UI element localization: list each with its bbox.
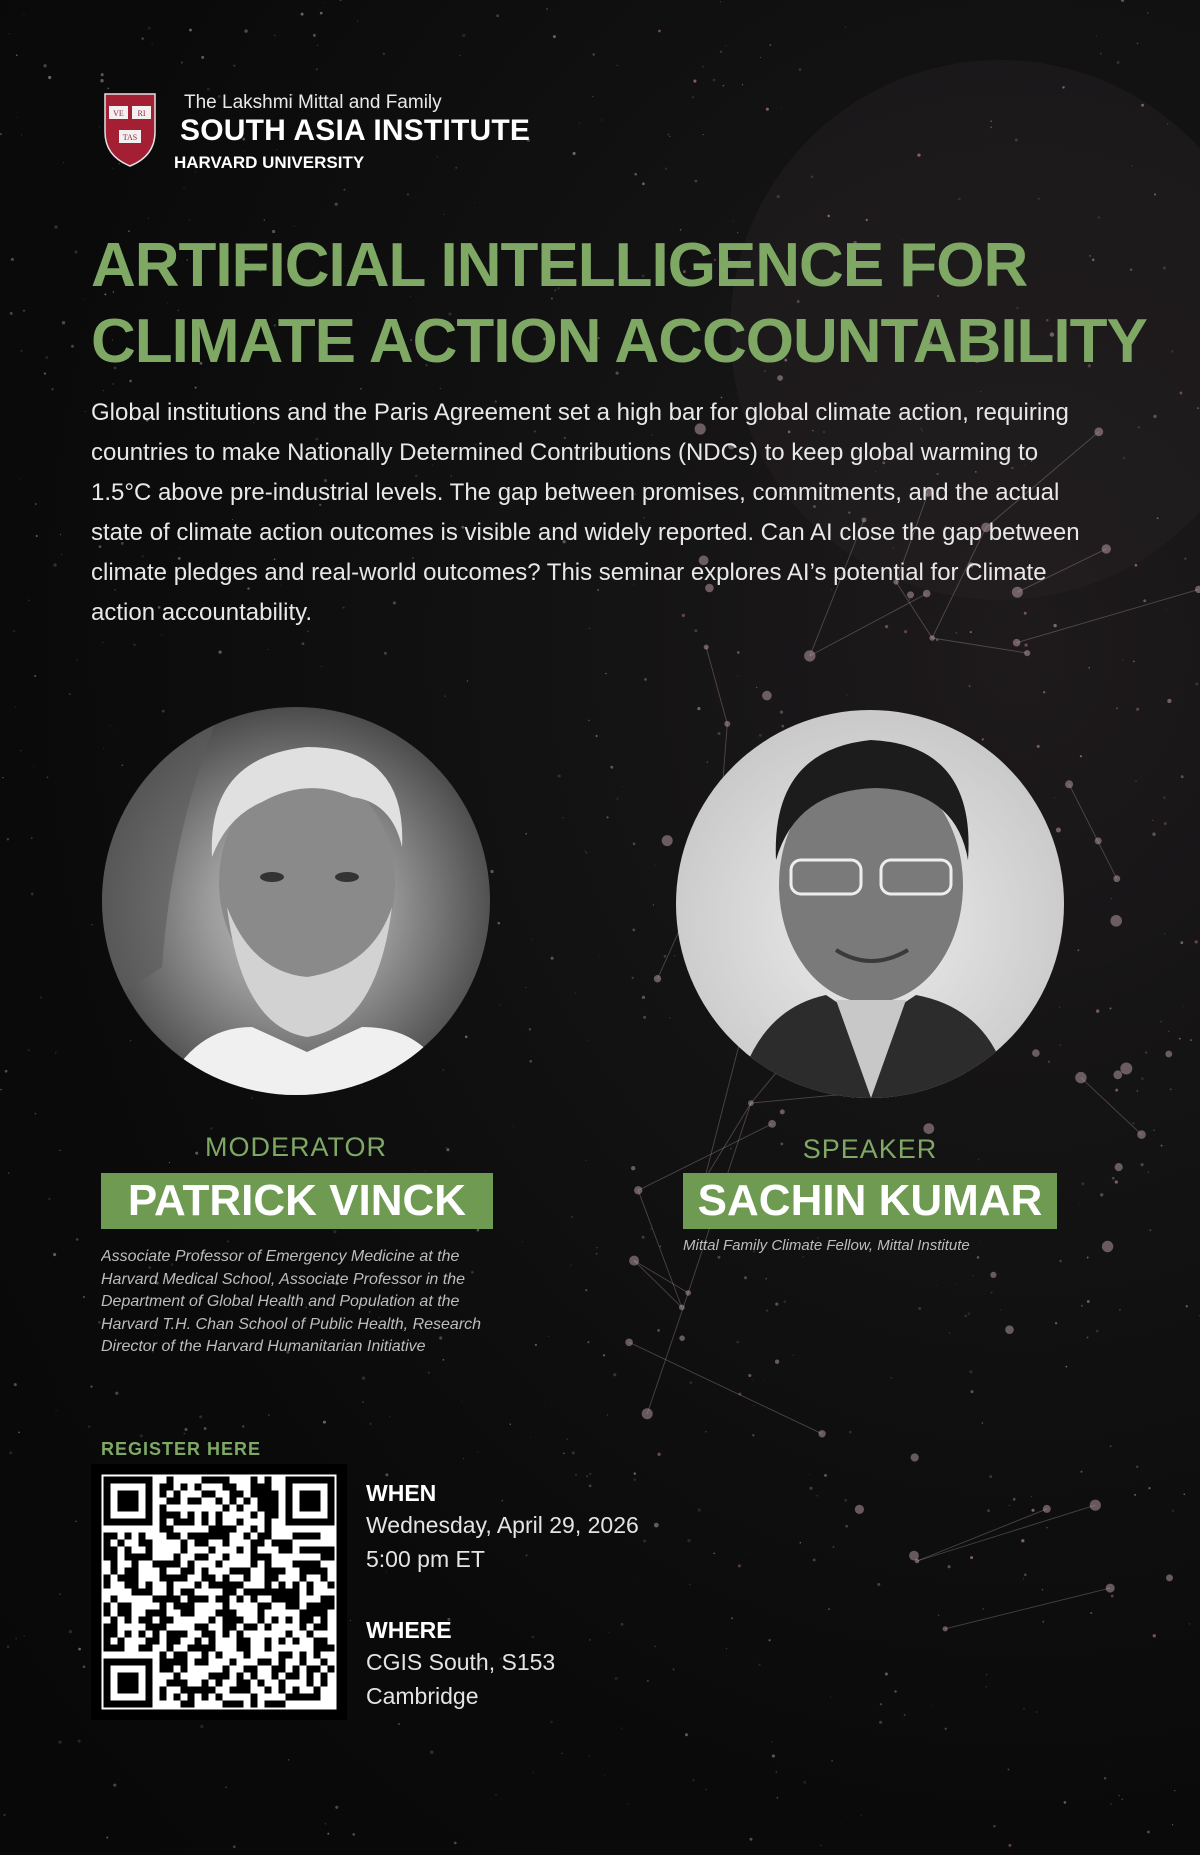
institute-name-line2: SOUTH ASIA INSTITUTE	[180, 114, 531, 147]
shield-text-ri: RI	[137, 109, 146, 118]
moderator-role-label: MODERATOR	[204, 1132, 387, 1162]
where-label: WHERE	[366, 1617, 452, 1643]
shield-text-ve: VE	[113, 109, 124, 118]
event-location: CGIS South, S153	[366, 1649, 556, 1675]
event-description: Global institutions and the Paris Agreement set a high bar for global climate action, requiring countries to make Nationally Determined Contributions (NDCs) to keep global warming to 1.5°C above pre-industrial levels. The gap between promises, commitments, and the actual state of climate action outcomes is visible and widely reported. Can AI close the gap between climate pledges and real-world outcomes? This seminar explores AI’s potential for Climate action accountability.	[91, 399, 1080, 626]
shield-text-tas: TAS	[122, 133, 138, 142]
event-city: Cambridge	[366, 1683, 479, 1709]
qr-code-icon[interactable]	[91, 1464, 347, 1720]
register-label: REGISTER HERE	[101, 1439, 262, 1459]
moderator-bio: Associate Professor of Emergency Medicine at the Harvard Medical School, Associate Professor in the Department of Global Health and Population at the Harvard T.H. Chan School of Public Health, Research Director of the Harvard Humanitarian Initiative	[101, 1248, 482, 1355]
institute-name-line1: The Lakshmi Mittal and Family	[184, 92, 442, 113]
event-title-line1: ARTIFICIAL INTELLIGENCE FOR	[91, 231, 1028, 300]
speaker-photo	[676, 710, 1064, 1098]
when-label: WHEN	[366, 1480, 437, 1506]
harvard-shield-logo	[103, 92, 157, 168]
event-title-line2: CLIMATE ACTION ACCOUNTABILITY	[91, 307, 1147, 376]
event-time: 5:00 pm ET	[366, 1546, 485, 1572]
moderator-photo	[102, 707, 490, 1095]
speaker-name: SACHIN KUMAR	[683, 1173, 1057, 1229]
speaker-bio: Mittal Family Climate Fellow, Mittal Institute	[683, 1237, 970, 1254]
moderator-name: PATRICK VINCK	[101, 1173, 493, 1229]
event-title	[91, 228, 1147, 380]
speaker-role-label: SPEAKER	[802, 1134, 938, 1164]
institute-name-line3: HARVARD UNIVERSITY	[174, 153, 365, 172]
event-date: Wednesday, April 29, 2026	[366, 1512, 639, 1538]
